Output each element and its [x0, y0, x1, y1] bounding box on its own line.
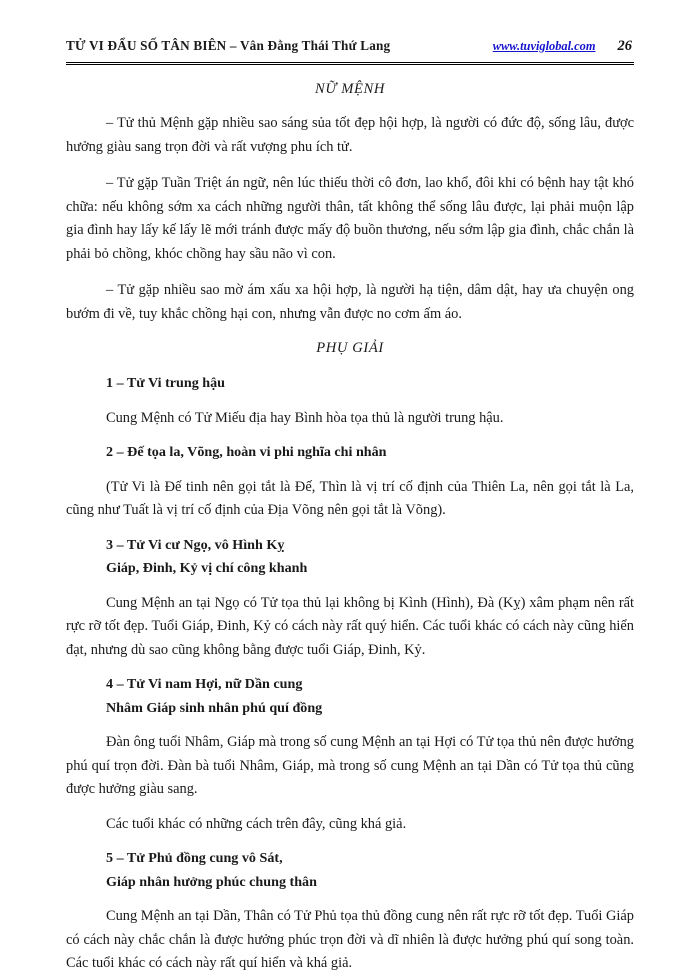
spacer [66, 326, 634, 337]
spacer [66, 662, 634, 673]
item-1-body: Cung Mệnh có Tử Miếu địa hay Bình hòa tọa thủ là người trung hậu. [106, 409, 504, 426]
header-website-link[interactable]: www.tuviglobal.com [492, 39, 596, 53]
paragraph-2: – Tử gặp Tuần Triệt án ngữ, nên lúc thiếu thời cô đơn, lao khổ, đôi khi có bệnh hay tật khó chữa: nếu không sớm xa cách những người thân, tất không thể sống lâu được, lại phải muộn lập gia đình hay lấy kế lấy lẽ mới tránh được mấy độ buồn thương, nếu sớm lập gia đình, chắc chắn là phải bỏ chồng, khóc chồng hay sầu não vì con. [66, 175, 634, 262]
item-4-body-extra: Các tuổi khác có những cách trên đây, cũng khá giả. [106, 815, 407, 832]
page-number: 26 [617, 38, 632, 54]
spacer [66, 430, 634, 441]
spacer [66, 396, 634, 407]
item-5-heading: 5 – Tử Phủ đồng cung vô Sát, [106, 850, 283, 866]
spacer [66, 581, 634, 592]
section-title-nu-menh: NỮ MỆNH [315, 81, 385, 97]
spacer [66, 720, 634, 731]
item-4-heading: 4 – Tử Vi nam Hợi, nữ Dần cung [106, 676, 303, 692]
section-title-phu-giai: PHỤ GIẢI [316, 340, 384, 356]
spacer [66, 266, 634, 279]
item-5-heading-line2: Giáp nhân hưởng phúc chung thân [106, 873, 317, 890]
spacer [66, 361, 634, 372]
header-divider-rule [66, 62, 634, 65]
paragraph-3: – Tử gặp nhiều sao mờ ám xấu xa hội hợp, là người hạ tiện, dâm dật, hay ưa chuyện ong bướm đi về, tuy khắc chồng hại con, nhưng vẫn được no cơm ấm áo. [66, 282, 634, 322]
item-3-heading: 3 – Tử Vi cư Ngọ, vô Hình Kỵ [106, 536, 285, 553]
item-3-heading-line2: Giáp, Đinh, Kỷ vị chí công khanh [106, 560, 308, 576]
item-2-body: (Tử Vi là Đế tinh nên gọi tắt là Đế, Thìn là vị trí cố định của Thiên La, nên gọi tắt là La, cũng như Tuất là vị trí cố định của Địa Võng nên gọi tắt là Võng). [66, 478, 634, 518]
document-body [66, 78, 634, 976]
spacer [66, 523, 634, 534]
running-header [66, 38, 632, 55]
item-3-body: Cung Mệnh an tại Ngọ có Tử tọa thủ lại không bị Kình (Hình), Đà (Kỵ) xâm phạm nên rất rực rỡ tốt đẹp. Tuổi Giáp, Đinh, Kỷ có cách này rất quý hiển. Các tuổi khác có cách này cũng hiển đạt, nhưng dù sao cũng không bằng được tuổi Giáp, Đinh, Kỷ. [66, 594, 634, 658]
item-2-heading: 2 – Đế tọa la, Võng, hoàn vi phi nghĩa chi nhân [106, 444, 387, 460]
item-4-body: Đàn ông tuổi Nhâm, Giáp mà trong số cung Mệnh an tại Hợi có Tử tọa thủ nên được hưởng phú quí trọn đời. Đàn bà tuổi Nhâm, Giáp, mà trong số cung Mệnh an tại Dần có Tử tọa thủ cũng được hưởng giàu sang. [66, 734, 634, 797]
spacer [66, 802, 634, 813]
item-4-heading-line2: Nhâm Giáp sinh nhân phú quí đồng [106, 699, 323, 716]
spacer [66, 894, 634, 905]
header-right-group [493, 38, 632, 55]
item-1-heading: 1 – Tử Vi trung hậu [106, 375, 226, 391]
spacer [66, 102, 634, 112]
paragraph-1: – Tử thủ Mệnh gặp nhiều sao sáng sủa tốt đẹp hội hợp, là người có đức độ, sống lâu, được hưởng giàu sang trọn đời và rất vượng phu ích tử. [66, 115, 634, 155]
header-book-title: TỬ VI ĐẨU SỐ TÂN BIÊN – Vân Đằng Thái Thứ Lang [66, 38, 391, 53]
spacer [66, 159, 634, 172]
spacer [66, 836, 634, 847]
item-5-body: Cung Mệnh an tại Dần, Thân có Tử Phủ tọa thủ đồng cung nên rất rực rỡ tốt đẹp. Tuổi Giáp có cách này chắc chắn là được hưởng phúc trọn đời và dĩ nhiên là được hưởng phú quí song toàn. Các tuổi khác có cách này rất quí hiển và khá giả. [66, 908, 634, 971]
spacer [66, 465, 634, 476]
